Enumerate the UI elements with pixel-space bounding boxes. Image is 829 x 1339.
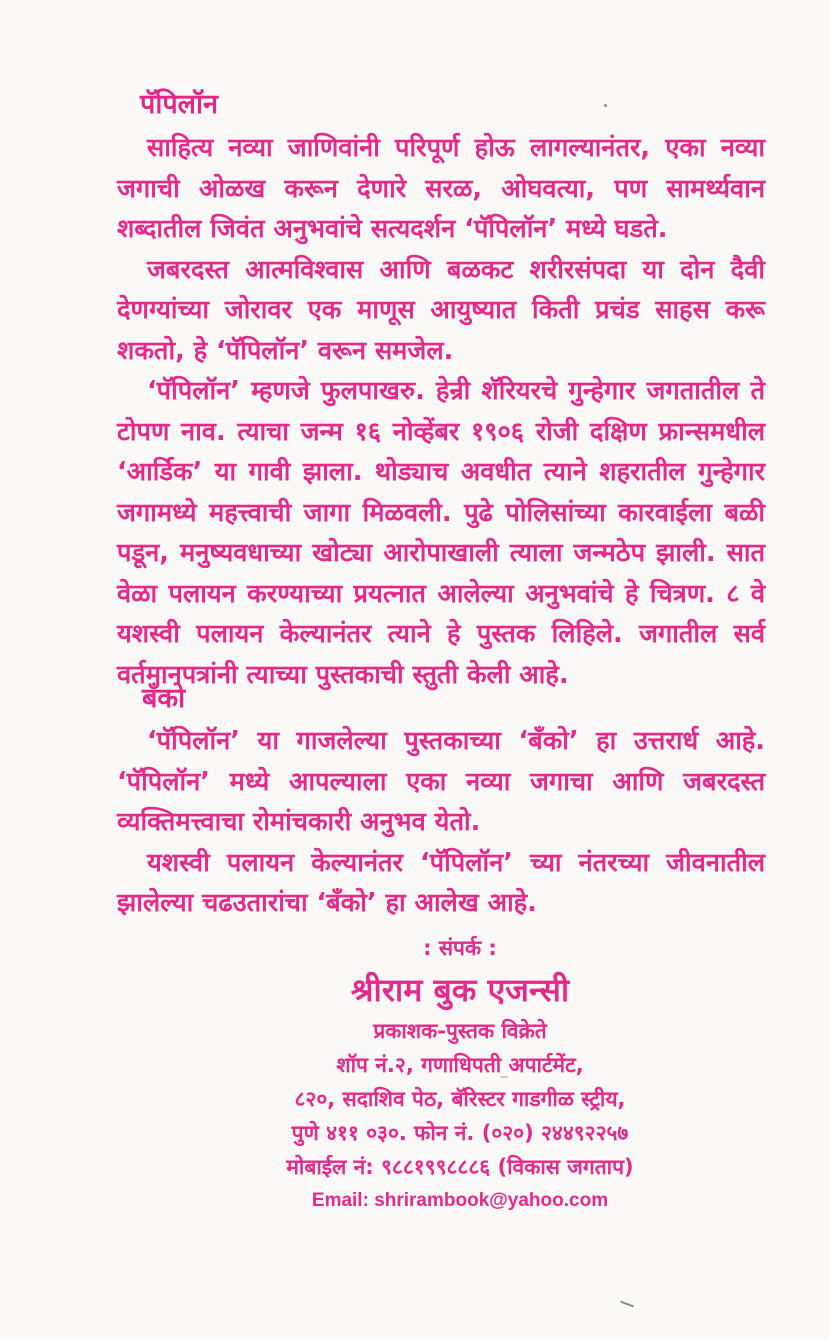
papillon-description (117, 128, 765, 695)
address-line-1: शॉप नं.२, गणाधिपती अपार्टमेंट, (336, 1053, 584, 1077)
email-line: Email: shrirambook@yahoo.com (311, 1190, 609, 1211)
publisher-subtitle: प्रकाशक-पुस्तक विक्रेते (373, 1019, 547, 1043)
scan-speck (620, 1301, 634, 1308)
mobile-line: मोबाईल नं: ९८८१९९८८८६ (विकास जगताप) (286, 1155, 634, 1179)
publisher-name: श्रीराम बुक एजन्सी (350, 971, 570, 1009)
papillon-paragraph-2: जबरदस्त आत्मविश्वास आणि बळकट शरीरसंपदा या दोन दैवी देणग्यांच्या जोरावर एक माणूस आयुष्यात किती प्रचंड साहस करू शकतो, हे ‘पॅपिलॉन’ वरून समजेल. (117, 254, 765, 366)
banco-paragraph-2: यशस्वी पलायन केल्यानंतर ‘पॅपिलॉन’ च्या नंतरच्या जीवनातील झालेल्या चढउतारांचा ‘बँको’ हा आलेख आहे. (117, 847, 765, 918)
address-line-2: ८२०, सदाशिव पेठ, बॅरिस्टर गाडगीळ स्ट्रीय, (294, 1087, 626, 1111)
banco-paragraph-1: ‘पॅपिलॉन’ या गाजलेल्या पुस्तकाच्या ‘बँको’ हा उत्तरार्ध आहे. ‘पॅपिलॉन’ मध्ये आपल्याला एका नव्या जगाचा आणि जबरदस्त व्यक्तिमत्त्वाचा रोमांचकारी अनुभव येतो. (117, 726, 765, 837)
scan-speck (500, 1076, 508, 1078)
papillon-paragraph-1: साहित्य नव्या जाणिवांनी परिपूर्ण होऊ लागल्यानंतर, एका नव्या जगाची ओळख करून देणारे सरळ, ओघवत्या, पण सामर्थ्यवान शब्दातील जिवंत अनुभवांचे सत्यदर्शन ‘पॅपिलॉन’ मध्ये घडते. (117, 133, 765, 244)
contact-label: : संपर्क : (423, 936, 497, 960)
papillon-paragraph-3: ‘पॅपिलॉन’ म्हणजे फुलपाखरु. हेन्री शॅरियरचे गुन्हेगार जगतातील ते टोपण नाव. त्याचा जन्म १६ नोव्हेंबर १९०६ रोजी दक्षिण फ्रान्समधील ‘आर्डिक’ या गावी झाला. थोड्याच अवधीत त्याने शहरातील गुन्हेगार जगामध्ये महत्त्वाची जागा मिळवली. पुढे पोलिसांच्या कारवाईला बळी पडून, मनुष्यवधाच्या खोट्या आरोपाखाली त्याला जन्मठेप झाली. सात वेळा पलायन करण्याच्या प्रयत्नात आलेल्या अनुभवांचे हे चित्रण. ८ वे यशस्वी पलायन केल्यानंतर त्याने हे पुस्तक लिहिले. जगातील सर्व वर्तमानपत्रांनी त्याच्या पुस्तकाची स्तुती केली आहे. (117, 376, 765, 690)
address-line-3: पुणे ४११ ०३०. फोन नं. (०२०) २४४९२२५७ (291, 1121, 629, 1145)
scan-speck (604, 104, 607, 107)
section-title-banco: बँको (142, 683, 186, 714)
publisher-contact-block (240, 930, 680, 1218)
banco-description (117, 721, 765, 924)
section-title-papillon: पॅपिलॉन (140, 89, 218, 120)
